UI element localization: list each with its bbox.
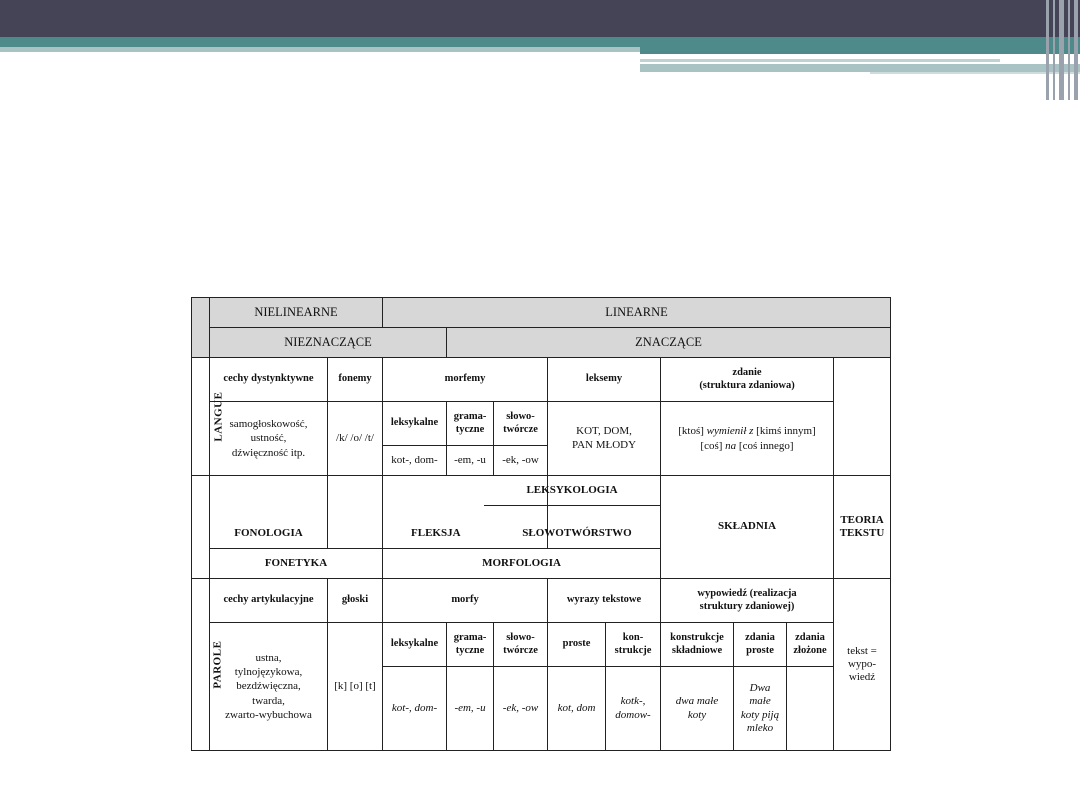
discipline-fonologia: FONOLOGIA bbox=[210, 476, 328, 549]
linguistics-table-container bbox=[191, 297, 891, 751]
discipline-morfologia: MORFOLOGIA bbox=[383, 549, 661, 579]
parole-gloski-values: [k] [o] [t] bbox=[328, 623, 383, 751]
langue-fonemy-values: /k/ /o/ /t/ bbox=[328, 402, 383, 476]
header-znaczace: ZNACZĄCE bbox=[447, 328, 891, 358]
langue-gramatyczne-header: grama- tyczne bbox=[447, 402, 494, 446]
parole-leksykalne-values: kot-, dom- bbox=[383, 667, 447, 751]
slide-header-line bbox=[640, 59, 1000, 62]
langue-empty-cell bbox=[834, 358, 891, 476]
langue-leksemy-values: KOT, DOM, PAN MŁODY bbox=[548, 402, 661, 476]
parole-wypowiedz-header: wypowiedź (realizacja struktury zdaniowej) bbox=[661, 579, 834, 623]
langue-zdanie-header: zdanie (struktura zdaniowa) bbox=[661, 358, 834, 402]
slide-header-accent-left bbox=[0, 47, 640, 52]
parole-konstrukcje-header: kon- strukcje bbox=[606, 623, 661, 667]
parole-gloski-header: głoski bbox=[328, 579, 383, 623]
parole-proste-values: kot, dom bbox=[548, 667, 606, 751]
parole-konstrukcje-values: kotk-, domow- bbox=[606, 667, 661, 751]
langue-leksykalne-header: leksykalne bbox=[383, 402, 447, 446]
langue-side-label: LANGUE bbox=[192, 358, 210, 476]
header-nieznaczace: NIEZNACZĄCE bbox=[210, 328, 447, 358]
slide-header-line bbox=[640, 64, 1080, 72]
parole-slowotworcze-values: -ek, -ow bbox=[494, 667, 548, 751]
langue-leksemy-header: leksemy bbox=[548, 358, 661, 402]
langue-leksykalne-values: kot-, dom- bbox=[383, 446, 447, 476]
parole-leksykalne-header: leksykalne bbox=[383, 623, 447, 667]
discipline-teoria-tekstu: TEORIA TEKSTU bbox=[834, 476, 891, 579]
parole-konstrukcje-skladniowe-values: dwa małe koty bbox=[661, 667, 734, 751]
middle-side-cell bbox=[192, 476, 210, 579]
parole-side-label: PAROLE bbox=[192, 579, 210, 751]
parole-zdania-zlozone-values bbox=[787, 667, 834, 751]
discipline-skladnia: SKŁADNIA bbox=[661, 476, 834, 579]
middle-empty-fonemy bbox=[328, 476, 383, 549]
discipline-leksykologia: LEKSYKOLOGIA bbox=[484, 476, 660, 506]
langue-cechy-header: cechy dystynktywne bbox=[210, 358, 328, 402]
langue-gramatyczne-values: -em, -u bbox=[447, 446, 494, 476]
slide-header-bar bbox=[0, 0, 1080, 37]
parole-gramatyczne-header: grama- tyczne bbox=[447, 623, 494, 667]
parole-slowotworcze-header: słowo- twórcze bbox=[494, 623, 548, 667]
slide-corner-decoration bbox=[1044, 0, 1080, 100]
parole-proste-header: proste bbox=[548, 623, 606, 667]
discipline-fonetyka: FONETYKA bbox=[210, 549, 383, 579]
parole-gramatyczne-values: -em, -u bbox=[447, 667, 494, 751]
parole-zdania-zlozone-header: zdania złożone bbox=[787, 623, 834, 667]
langue-zdanie-values: [ktoś] wymienił z [kimś innym] [coś] na [coś innego] bbox=[661, 402, 834, 476]
langue-slowotworcze-values: -ek, -ow bbox=[494, 446, 548, 476]
parole-tekst-cell: tekst = wypo- wiedź bbox=[834, 579, 891, 751]
langue-slowotworcze-header: słowo- twórcze bbox=[494, 402, 548, 446]
header-nielinearne: NIELINEARNE bbox=[210, 298, 383, 328]
corner-cell bbox=[192, 298, 210, 358]
linguistics-table bbox=[191, 297, 891, 751]
discipline-fleksja: FLEKSJA bbox=[383, 476, 548, 549]
discipline-slowotworstwo: SŁOWOTWÓRSTWO bbox=[522, 526, 632, 539]
parole-morfy-header: morfy bbox=[383, 579, 548, 623]
parole-konstrukcje-skladniowe-header: konstrukcje składniowe bbox=[661, 623, 734, 667]
langue-cechy-values: samogłoskowość, ustność, dźwięczność itp. bbox=[210, 402, 328, 476]
parole-cechy-header: cechy artykulacyjne bbox=[210, 579, 328, 623]
slide-header-accent-right bbox=[640, 47, 1080, 54]
discipline-slowotworstwo-cell bbox=[522, 476, 661, 549]
parole-cechy-values: ustna, tylnojęzykowa, bezdźwięczna, twarda, zwarto-wybuchowa bbox=[210, 623, 328, 751]
langue-morfemy-header: morfemy bbox=[383, 358, 548, 402]
parole-wyrazy-header: wyrazy tekstowe bbox=[548, 579, 661, 623]
parole-zdania-proste-header: zdania proste bbox=[734, 623, 787, 667]
header-linearne: LINEARNE bbox=[383, 298, 891, 328]
parole-zdania-proste-values: Dwa małe koty piją mleko bbox=[734, 667, 787, 751]
slide-header-stripe bbox=[0, 37, 1080, 47]
langue-fonemy-header: fonemy bbox=[328, 358, 383, 402]
